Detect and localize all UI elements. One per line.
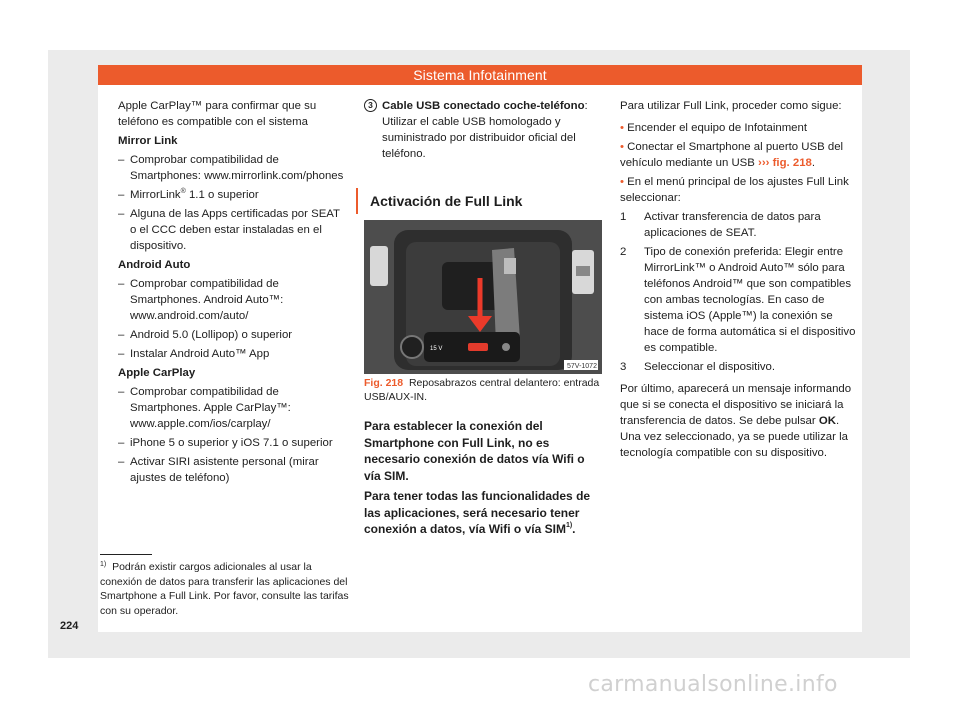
- step-number-circle: 3: [364, 99, 377, 112]
- intro-text: Apple CarPlay™ para confirmar que su teléfono es compatible con el sistema: [118, 100, 317, 128]
- list-item: – Instalar Android Auto™ App: [118, 346, 348, 362]
- intro-text: Para utilizar Full Link, proceder como sigue:: [620, 100, 842, 112]
- step-text: Utilizar el cable USB homologado y suministrado por distribuidor oficial del teléfono.: [382, 116, 576, 160]
- column-left: [118, 98, 348, 486]
- closing-paragraph: Por último, aparecerá un mensaje informando que si se conecta el dispositivo se iniciará la transferencia de datos. Se debe pulsar OK. Una vez seleccionado, ya se puede utilizar la tecnología compatible con su dispositivo.: [620, 383, 852, 459]
- ok-label: OK: [818, 415, 836, 427]
- list-item: – Activar SIRI asistente personal (mirar ajustes de teléfono): [118, 454, 348, 486]
- step-title: Cable USB conectado coche-teléfono: [382, 100, 585, 112]
- page-header: Sistema Infotainment: [98, 65, 862, 85]
- list-item: – Alguna de las Apps certificadas por SEAT o el CCC deben estar instaladas en el dispositivo.: [118, 206, 348, 254]
- mirror-link-heading: Mirror Link: [118, 135, 178, 147]
- column-right: [620, 98, 860, 461]
- usb-voltage-label: 15 V: [430, 346, 443, 352]
- list-item: – MirrorLink® 1.1 o superior: [118, 187, 348, 203]
- cross-reference-arrows: ›››: [758, 157, 770, 169]
- registered-mark: ®: [180, 188, 186, 195]
- armrest-usb-figure: [364, 220, 602, 374]
- step-3: 3 Cable USB conectado coche-teléfono: Utilizar el cable USB homologado y suministrado por distribuidor oficial del teléfono.: [364, 98, 602, 162]
- section-title: Activación de Full Link: [364, 192, 602, 210]
- list-item: – iPhone 5 o superior y iOS 7.1 o superior: [118, 435, 348, 451]
- page-number: 224: [60, 620, 79, 632]
- paragraph-data-note: Para tener todas las funcionalidades de las aplicaciones, será necesario tener conexión a datos, vía Wifi o vía SIM$^{1)}$.: [364, 489, 591, 536]
- figure-caption: Fig. 218 Reposabrazos central delantero: entrada USB/AUX-IN.: [364, 377, 600, 403]
- list-item: – Comprobar compatibilidad de Smartphones: www.mirrorlink.com/phones: [118, 152, 348, 184]
- figure-reference-link: fig. 218: [772, 157, 812, 169]
- column-middle: [364, 98, 602, 538]
- apple-carplay-heading: Apple CarPlay: [118, 367, 196, 379]
- list-item: – Android 5.0 (Lollipop) o superior: [118, 327, 348, 343]
- bullet-item: • Encender el equipo de Infotainment: [620, 122, 808, 134]
- list-item: – Comprobar compatibilidad de Smartphones. Apple CarPlay™: www.apple.com/ios/carplay/: [118, 384, 348, 432]
- footnote-divider: [100, 554, 152, 555]
- footnote: $^{1)}$ Podrán existir cargos adicionales al usar la conexión de datos para transferir las aplicaciones del Smartphone a Full Link. Por favor, consulte las tarifas con su operador.: [100, 561, 349, 617]
- android-auto-heading: Android Auto: [118, 259, 191, 271]
- armrest-illustration: [364, 220, 602, 374]
- bullet-item: • En el menú principal de los ajustes Full Link seleccionar:: [620, 176, 849, 204]
- watermark: carmanualsonline.info: [588, 672, 838, 697]
- numbered-step: 1 Activar transferencia de datos para aplicaciones de SEAT.: [620, 211, 821, 239]
- paragraph-wifi-note: Para establecer la conexión del Smartphone con Full Link, no es necesario conexión de datos vía Wifi o vía SIM.: [364, 419, 585, 483]
- numbered-step: 3 Seleccionar el dispositivo.: [620, 361, 776, 373]
- list-item: – Comprobar compatibilidad de Smartphones. Android Auto™: www.android.com/auto/: [118, 276, 348, 324]
- numbered-step: 2 Tipo de conexión preferida: Elegir entre MirrorLink™ o Android Auto™ sólo para teléfonos Android™ que son compatibles con ambas tecnologías. En caso de sistema iOS (Apple™) la conexión se hace de forma automática si el dispositivo es compatible.: [620, 246, 856, 354]
- bullet-item: • Conectar el Smartphone al puerto USB del vehículo mediante un USB ››› fig. 218.: [620, 141, 844, 169]
- figure-code: 57V-1072: [567, 363, 597, 370]
